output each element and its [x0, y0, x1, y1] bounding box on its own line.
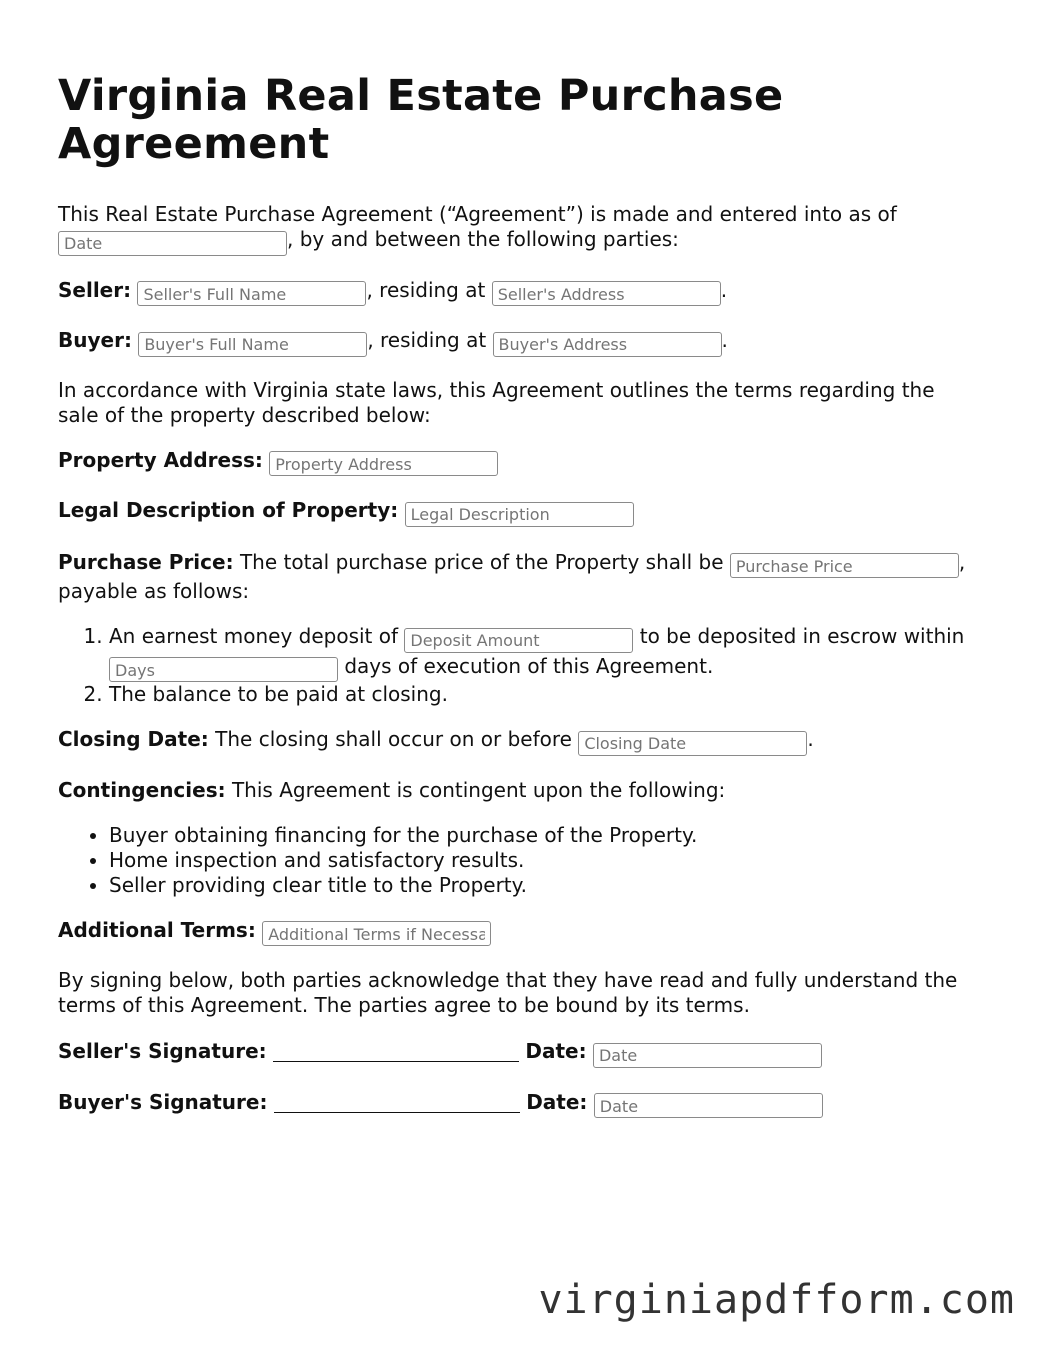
- legal-description-line: [58, 498, 988, 527]
- deposit-text: An earnest money deposit of: [109, 624, 399, 648]
- list-item: [109, 623, 988, 682]
- days-text: days of execution of this Agreement.: [344, 653, 714, 678]
- additional-terms-field[interactable]: [262, 921, 491, 946]
- list-item: • Home inspection and satisfactory results.: [109, 848, 988, 873]
- accordance-paragraph: In accordance with Virginia state laws, this Agreement outlines the terms regarding the sale of the property described below:: [58, 377, 935, 427]
- list-item: • Buyer obtaining financing for the purchase of the Property.: [109, 823, 988, 848]
- seller-residing-text: , residing at: [366, 277, 486, 302]
- seller-signature-date-field[interactable]: [593, 1043, 822, 1068]
- buyer-address-field[interactable]: [493, 332, 722, 357]
- seller-signature-label: Seller's Signature:: [58, 1039, 267, 1063]
- page-title: Virginia Real Estate Purchase Agreement: [58, 71, 784, 169]
- legal-description-label: Legal Description of Property:: [58, 498, 399, 522]
- agreement-date-field[interactable]: [58, 231, 287, 256]
- purchase-price-label: Purchase Price:: [58, 549, 234, 574]
- buyer-line-end: .: [721, 328, 728, 352]
- purchase-price-paragraph: [58, 549, 988, 606]
- property-address-label: Property Address:: [58, 447, 263, 472]
- buyer-signature-label: Buyer's Signature:: [58, 1089, 268, 1114]
- purchase-price-field[interactable]: [730, 553, 959, 578]
- buyer-date-label: Date:: [526, 1089, 588, 1114]
- seller-signature-field[interactable]: [273, 1061, 519, 1062]
- contingencies-line: [58, 778, 988, 803]
- seller-label: Seller:: [58, 277, 132, 302]
- buyer-line: [58, 328, 988, 357]
- closing-date-field[interactable]: [578, 731, 807, 756]
- contingencies-label: Contingencies:: [58, 777, 226, 802]
- buyer-signature-date-field[interactable]: [594, 1093, 823, 1118]
- seller-signature-line: [58, 1039, 988, 1068]
- seller-address-field[interactable]: [492, 281, 721, 306]
- buyer-name-field[interactable]: [138, 332, 367, 357]
- days-field[interactable]: [109, 657, 338, 682]
- seller-date-label: Date:: [525, 1039, 587, 1063]
- intro-text: This Real Estate Purchase Agreement (“Agreement”) is made and entered into as of: [58, 202, 897, 226]
- seller-line-end: .: [720, 277, 728, 302]
- additional-terms-label: Additional Terms:: [58, 917, 256, 942]
- contingencies-text: This Agreement is contingent upon the following:: [231, 777, 726, 802]
- property-address-field[interactable]: [269, 451, 498, 476]
- intro-paragraph: [58, 202, 988, 256]
- acknowledge-paragraph: By signing below, both parties acknowledge that they have read and fully understand the terms of this Agreement. The parties agree to be bound by its terms.: [58, 968, 958, 1017]
- buyer-signature-line: [58, 1090, 988, 1119]
- list-item: • Seller providing clear title to the Property.: [109, 873, 988, 898]
- buyer-residing-text: , residing at: [367, 328, 487, 352]
- seller-line: [58, 278, 988, 307]
- closing-date-text: The closing shall occur on or before: [215, 727, 572, 751]
- list-item: 2. The balance to be paid at closing.: [109, 682, 988, 707]
- purchase-price-text: The total purchase price of the Property shall be: [239, 549, 724, 574]
- buyer-label: Buyer:: [58, 328, 132, 352]
- closing-date-line: [58, 727, 988, 756]
- buyer-signature-field[interactable]: [274, 1112, 520, 1113]
- contingencies-list: [58, 823, 988, 898]
- legal-description-field[interactable]: [405, 502, 634, 527]
- escrow-text: to be deposited in escrow within: [639, 624, 965, 648]
- purchase-price-continuation: payable as follows:: [58, 579, 250, 603]
- purchase-price-comma: ,: [958, 549, 966, 574]
- additional-terms-line: [58, 918, 988, 947]
- intro-text-after: , by and between the following parties:: [287, 227, 679, 251]
- closing-line-end: .: [807, 727, 814, 751]
- agreement-document: [58, 72, 988, 1118]
- site-watermark: virginiapdfform.com: [538, 1277, 1015, 1323]
- deposit-amount-field[interactable]: [404, 628, 633, 653]
- payment-terms-list: [58, 623, 988, 707]
- property-address-line: [58, 448, 988, 477]
- closing-date-label: Closing Date:: [58, 727, 209, 751]
- seller-name-field[interactable]: [137, 281, 366, 306]
